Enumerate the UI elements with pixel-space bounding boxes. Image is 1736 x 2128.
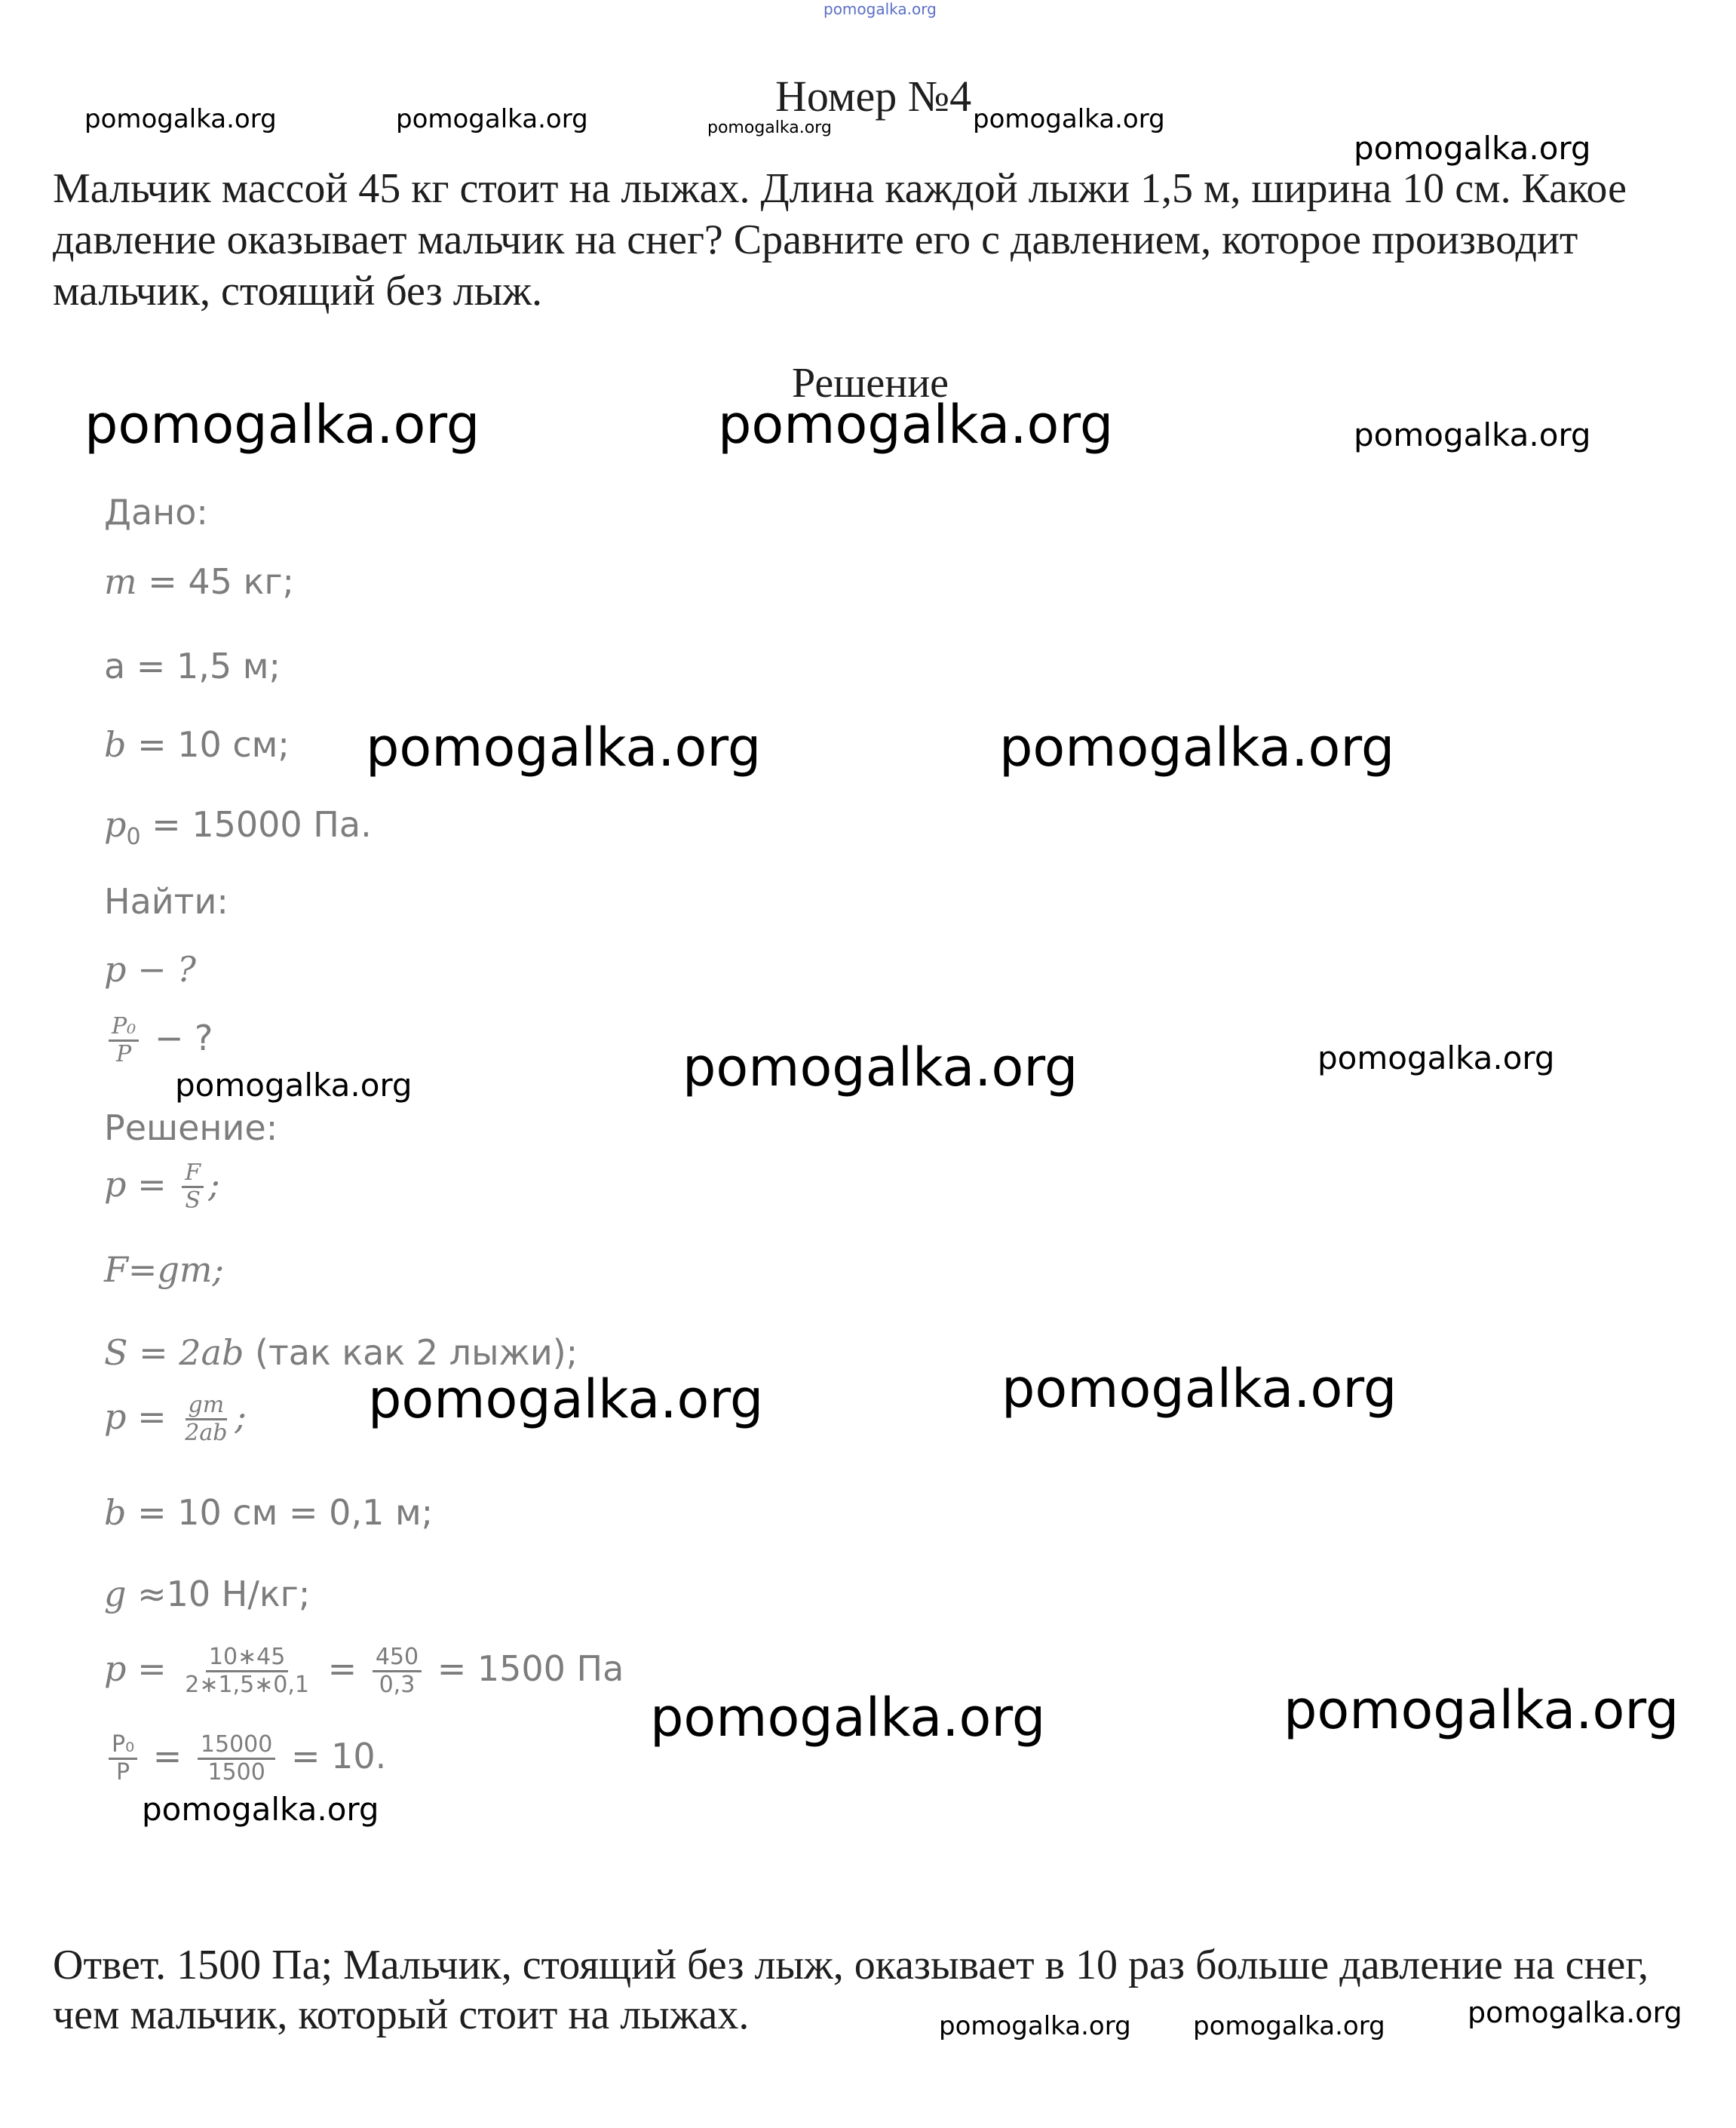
formula-width-conversion <box>104 1492 433 1533</box>
watermark: pomogalka.org <box>939 2011 1131 2041</box>
f6-val: ≈10 Н/кг; <box>126 1574 311 1614</box>
watermark: pomogalka.org <box>682 1036 1078 1098</box>
f3-var: S = 2ab <box>104 1332 244 1373</box>
watermark: pomogalka.org <box>973 104 1165 134</box>
watermark: pomogalka.org <box>999 717 1395 778</box>
formula-force <box>104 1249 224 1290</box>
f1-end: ; <box>208 1164 220 1205</box>
f1-fraction <box>182 1160 204 1214</box>
watermark: pomogalka.org <box>175 1067 413 1104</box>
watermark: pomogalka.org <box>1354 130 1591 167</box>
given-label: Дано: <box>104 492 208 533</box>
watermark: pomogalka.org <box>366 717 762 778</box>
var-b: b <box>104 724 127 765</box>
f1-left: p = <box>104 1164 178 1205</box>
given-width <box>104 724 290 765</box>
f7-den2: 0,3 <box>379 1672 416 1698</box>
problem-text: Мальчик массой 45 кг стоит на лыжах. Длина каждой лыжи 1,5 м, ширина 10 см. Какое давление оказывает мальчик на снег? Сравните его с давлением, которое производит мальчик, стоящий без лыж. <box>53 165 1627 315</box>
mass-value: = 45 кг; <box>136 561 295 602</box>
f8-den1: P <box>116 1759 130 1786</box>
formula-ratio <box>104 1732 386 1786</box>
f8-den2: 1500 <box>207 1759 265 1786</box>
f7-fraction-2 <box>373 1644 422 1698</box>
f8-result: = 10. <box>280 1736 387 1776</box>
formula-area <box>104 1332 578 1373</box>
find-pressure: p − ? <box>104 949 196 990</box>
find-ratio <box>104 1014 213 1067</box>
f4-fraction <box>182 1393 230 1446</box>
f7-num1: 10∗45 <box>206 1644 288 1672</box>
given-length: a = 1,5 м; <box>104 646 281 686</box>
f8-fraction-2 <box>198 1732 275 1786</box>
f1-num: F <box>182 1160 204 1188</box>
watermark: pomogalka.org <box>1193 2011 1385 2041</box>
ratio-question: − ? <box>143 1018 213 1058</box>
top-watermark: pomogalka.org <box>824 0 937 18</box>
width-value: = 10 см; <box>126 724 290 765</box>
given-mass <box>104 561 294 602</box>
f7-result: = 1500 Па <box>426 1648 624 1689</box>
watermark: pomogalka.org <box>707 118 832 137</box>
f1-den: S <box>185 1187 201 1214</box>
f7-left: p = <box>104 1648 178 1689</box>
ratio-fraction <box>109 1014 139 1067</box>
p0-value: = 15000 Па. <box>140 804 372 845</box>
watermark: pomogalka.org <box>1354 416 1591 453</box>
f8-fraction-1 <box>109 1732 137 1786</box>
f8-num2: 15000 <box>198 1732 275 1760</box>
page-title: Номер №4 <box>775 72 972 121</box>
p0-subscript: 0 <box>126 824 141 851</box>
solution-heading: Решение <box>792 360 949 407</box>
watermark: pomogalka.org <box>368 1368 764 1430</box>
f7-eq: = <box>317 1648 368 1689</box>
f8-num1: P₀ <box>109 1732 137 1760</box>
f4-left: p = <box>104 1396 178 1437</box>
watermark: pomogalka.org <box>650 1687 1046 1749</box>
watermark: pomogalka.org <box>84 104 277 134</box>
f7-num2: 450 <box>373 1644 422 1672</box>
solution-label: Решение: <box>104 1107 278 1148</box>
watermark: pomogalka.org <box>1284 1679 1679 1741</box>
f7-den1: 2∗1,5∗0,1 <box>185 1672 310 1698</box>
watermark: pomogalka.org <box>84 394 480 456</box>
f5-var: b <box>104 1492 127 1533</box>
formula-pressure <box>104 1160 220 1214</box>
watermark: pomogalka.org <box>718 394 1114 456</box>
f4-den: 2ab <box>185 1420 228 1446</box>
f4-end: ; <box>235 1396 247 1437</box>
f5-val: = 10 см = 0,1 м; <box>126 1492 434 1533</box>
formula-gravity <box>104 1574 310 1614</box>
formula-calculation <box>104 1644 624 1698</box>
var-p0: p <box>104 804 127 845</box>
f4-num: gm <box>186 1393 228 1420</box>
watermark: pomogalka.org <box>396 104 588 134</box>
f6-var: g <box>104 1574 127 1614</box>
watermark: pomogalka.org <box>1468 1996 1682 2029</box>
answer-text: Ответ. 1500 Па; Мальчик, стоящий без лыж, оказывает в 10 раз больше давление на снег, чем мальчик, который стоит на лыжах. <box>53 1942 1649 2038</box>
f7-fraction-1 <box>182 1644 312 1698</box>
watermark: pomogalka.org <box>1001 1358 1397 1420</box>
given-pressure <box>104 804 372 850</box>
ratio-den: P <box>116 1041 132 1067</box>
watermark: pomogalka.org <box>142 1791 379 1828</box>
f3-note: (так как 2 лыжи); <box>244 1332 578 1373</box>
f8-eq: = <box>142 1736 193 1776</box>
ratio-num: P₀ <box>109 1014 139 1042</box>
var-m: m <box>104 561 137 602</box>
f2: F=gm; <box>104 1249 225 1290</box>
find-label: Найти: <box>104 881 229 922</box>
formula-pressure-expanded <box>104 1393 247 1446</box>
watermark: pomogalka.org <box>1317 1039 1555 1076</box>
